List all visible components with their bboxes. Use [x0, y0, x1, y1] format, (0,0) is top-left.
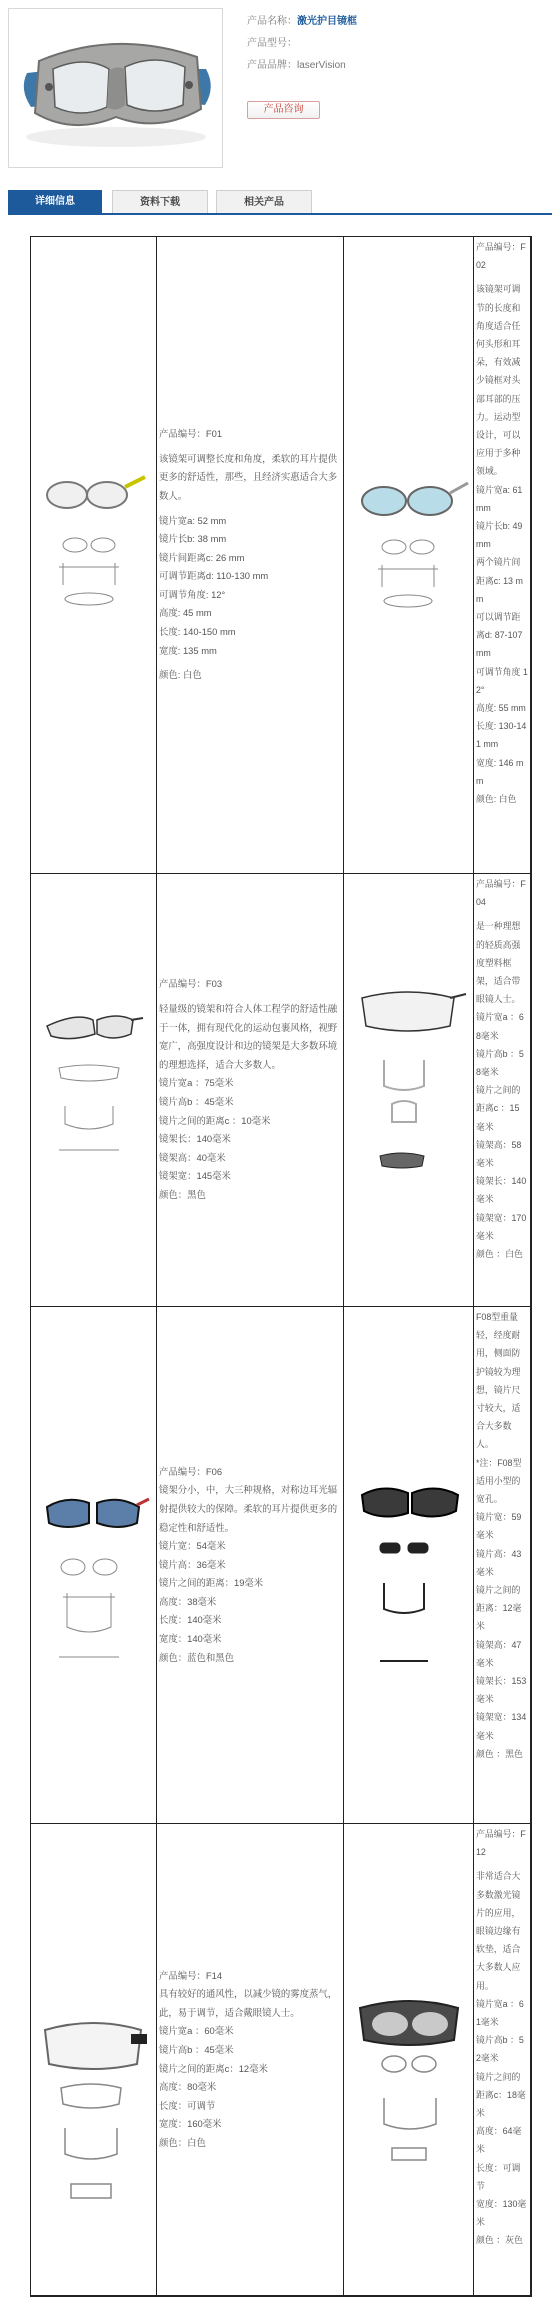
product-text-f03 [157, 874, 344, 1307]
product-code: 产品编号：F12 [476, 1829, 526, 1858]
spec-line: 宽度: 135 mm [159, 644, 217, 656]
spec-line: 镜架长：140毫米 [159, 1133, 231, 1145]
product-text-f04 [474, 874, 531, 1307]
spec-table [30, 236, 532, 2297]
spec-line: 宽度：160毫米 [159, 2118, 222, 2130]
spec-line: 镜片长b: 49 mm [476, 521, 523, 550]
product-image-f06 [31, 1307, 157, 1824]
spec-line: 颜色 ：白色 [476, 1249, 523, 1260]
product-text-f14 [157, 1824, 344, 2296]
spec-line: 镜架宽：170毫米 [476, 1212, 527, 1241]
spec-line: 镜片宽a ：60毫米 [159, 2025, 234, 2037]
product-brand-row [247, 56, 547, 78]
product-code: 产品编号：F02 [476, 242, 526, 271]
spec-line: 长度: 140-150 mm [159, 626, 236, 638]
product-code: 产品编号：F03 [159, 978, 223, 990]
product-desc: 该镜架可调节的长度和角度适合任何头形和耳朵，有效减少镜框对头部耳部的压力。运动型设计，可以应用于多种领域。 [476, 284, 521, 477]
spec-line: 颜色：黑色 [159, 1188, 206, 1200]
tab-details[interactable]: 详细信息 [8, 190, 102, 213]
spec-line: 高度：80毫米 [159, 2081, 217, 2093]
product-code: 产品编号：F14 [159, 1969, 223, 1981]
spec-line: 宽度：130毫米 [476, 2199, 527, 2228]
spec-line: 高度：64毫米 [476, 2126, 522, 2155]
spec-line: 镜片高：43毫米 [476, 1548, 522, 1577]
spec-line: 镜片宽a ：75毫米 [159, 1077, 234, 1089]
glasses-f04-image [344, 874, 474, 1307]
spec-line: 镜架长：153毫米 [476, 1676, 527, 1705]
spec-line: 镜片宽a: 52 mm [159, 514, 227, 526]
spec-line: 颜色：白色 [159, 2136, 206, 2148]
product-desc: 该镜架可调整长度和角度，柔软的耳片提供更多的舒适性，那些，且经济实惠适合大多数人。 [159, 452, 338, 501]
product-code: 产品编号：F01 [159, 428, 223, 440]
spec-line: 长度: 130-141 mm [476, 721, 527, 750]
spec-line: 镜架高：47毫米 [476, 1639, 522, 1668]
product-text-f08 [474, 1307, 531, 1824]
product-text-f01 [157, 237, 344, 874]
glasses-f06-image [31, 1307, 157, 1824]
spec-line: 镜片宽a ：68毫米 [476, 1012, 524, 1041]
spec-line: 镜片高b ：52毫米 [476, 2035, 524, 2064]
spec-line: 镜架高：40毫米 [159, 1151, 226, 1163]
spec-line: 颜色：蓝色和黑色 [159, 1651, 235, 1663]
tab-downloads[interactable]: 资料下载 [112, 190, 208, 213]
spec-line: 镜片之间的距离：19毫米 [159, 1577, 264, 1589]
spec-line: 高度：38毫米 [159, 1595, 217, 1607]
product-image-f08 [344, 1307, 474, 1824]
spec-line: 镜片宽：54毫米 [159, 1540, 226, 1552]
product-image-f02 [344, 237, 474, 874]
glasses-f12-image [344, 1824, 474, 2296]
spec-line: 镜片间距离c: 26 mm [159, 551, 245, 563]
product-desc: *注：F08型适用小型的宽孔。 [476, 1457, 522, 1505]
spec-line: 镜片宽：59毫米 [476, 1512, 522, 1541]
product-text-f06 [157, 1307, 344, 1824]
spec-line: 镜片之间的距离：12毫米 [476, 1585, 522, 1632]
spec-line: 长度：140毫米 [159, 1614, 222, 1626]
product-model-label: 产品型号： [247, 38, 297, 49]
spec-line: 镜片高b ：58毫米 [476, 1048, 524, 1078]
product-desc: 非常适合大多数激光镜片的应用，眼镜边缘有软垫，适合大多数人应用。 [476, 1871, 521, 1991]
spec-line: 宽度：140毫米 [159, 1633, 222, 1645]
product-desc: 是一种理想的轻质高强度塑料框架，适合带眼镜人士。 [476, 921, 521, 1005]
spec-line: 镜片高b ：45毫米 [159, 1096, 234, 1107]
spec-line: 镜架高：58毫米 [476, 1139, 522, 1169]
spec-line: 颜色 ：灰色 [476, 2235, 523, 2246]
spec-line: 镜片之间的距离c：12毫米 [159, 2062, 268, 2074]
spec-line: 镜架长：140毫米 [476, 1176, 527, 1205]
product-text-f12 [474, 1824, 531, 2296]
product-name-row [247, 12, 547, 34]
spec-line: 颜色: 白色 [159, 669, 202, 681]
spec-line: 镜架宽：134毫米 [476, 1712, 527, 1741]
spec-line: 镜片宽a: 61 mm [476, 484, 523, 513]
product-main-image [8, 8, 223, 168]
product-desc: 镜架分小，中，大三种规格，对称边耳光辐射提供较大的保障。柔软的耳片提供更多的稳定性和舒适性。 [159, 1484, 338, 1533]
glasses-f08-image [344, 1307, 474, 1824]
product-name-label: 产品名称： [247, 16, 297, 27]
spec-line: 镜片宽a ：61毫米 [476, 1998, 524, 2028]
spec-line: 长度：可调节 [159, 2099, 216, 2111]
spec-line: 两个镜片间距离c: 13 mm [476, 557, 523, 604]
tab-related-products[interactable]: 相关产品 [216, 190, 312, 213]
glasses-f01-image [31, 237, 157, 874]
spec-line: 镜片高b ：45毫米 [159, 2043, 234, 2055]
product-code: 产品编号：F04 [476, 879, 526, 908]
spec-line: 可调节角度 12° [476, 666, 528, 695]
product-brand-label: 产品品牌： [247, 60, 297, 71]
product-text-f02 [474, 237, 531, 874]
product-image-f04 [344, 874, 474, 1307]
product-model-row [247, 34, 547, 56]
glasses-f14-image [31, 1824, 157, 2296]
spec-line: 高度: 45 mm [159, 607, 212, 619]
product-image-f03 [31, 874, 157, 1307]
product-info [247, 12, 547, 78]
spec-line: 镜片长b: 38 mm [159, 533, 227, 545]
spec-line: 可调节距离d: 110-130 mm [159, 570, 269, 582]
spec-line: 颜色 ：黑色 [476, 1748, 523, 1759]
product-code: F08型重量轻，经度耐用，侧面防护镜较为理想，镜片尺寸较大，适合大多数人。 [476, 1312, 521, 1450]
spec-line: 镜片之间的距离c ：15毫米 [476, 1085, 521, 1132]
spec-line: 镜片之间的距离c ：10毫米 [159, 1114, 271, 1126]
product-desc: 具有较好的通风性，以减少镜的雾度蒸气，此，易于调节，适合戴眼镜人士。 [159, 1988, 338, 2018]
tab-bar [8, 190, 552, 215]
spec-line: 镜片高：36毫米 [159, 1558, 226, 1570]
product-image-f12 [344, 1824, 474, 2296]
product-image-f14 [31, 1824, 157, 2296]
product-consult-button[interactable]: 产品咨询 [247, 101, 320, 119]
glasses-f02-image [344, 237, 474, 874]
product-name-value: 激光护目镜框 [297, 16, 357, 27]
spec-line: 长度：可调节 [476, 2162, 521, 2191]
glasses-f03-image [31, 874, 157, 1307]
spec-line: 可调节角度: 12° [159, 588, 226, 600]
spec-line: 高度: 55 mm [476, 703, 526, 714]
product-brand-value: laserVision [297, 60, 346, 71]
spec-line: 宽度: 146 mm [476, 757, 524, 786]
product-code: 产品编号：F06 [159, 1465, 223, 1477]
spec-line: 可以调节距离d: 87-107 mm [476, 612, 523, 659]
product-desc: 轻量级的镜架和符合人体工程学的舒适性融于一体，拥有现代化的运动包裹风格，视野宽广，高强度设计和边的镜架是大多数环境的理想选择，适合大多数人。 [159, 1003, 338, 1070]
goggles-image [9, 9, 224, 169]
spec-line: 颜色: 白色 [476, 794, 517, 805]
product-image-f01 [31, 237, 157, 874]
spec-line: 镜架宽：145毫米 [159, 1170, 231, 1182]
spec-line: 镜片之间的距离c：18毫米 [476, 2071, 526, 2119]
